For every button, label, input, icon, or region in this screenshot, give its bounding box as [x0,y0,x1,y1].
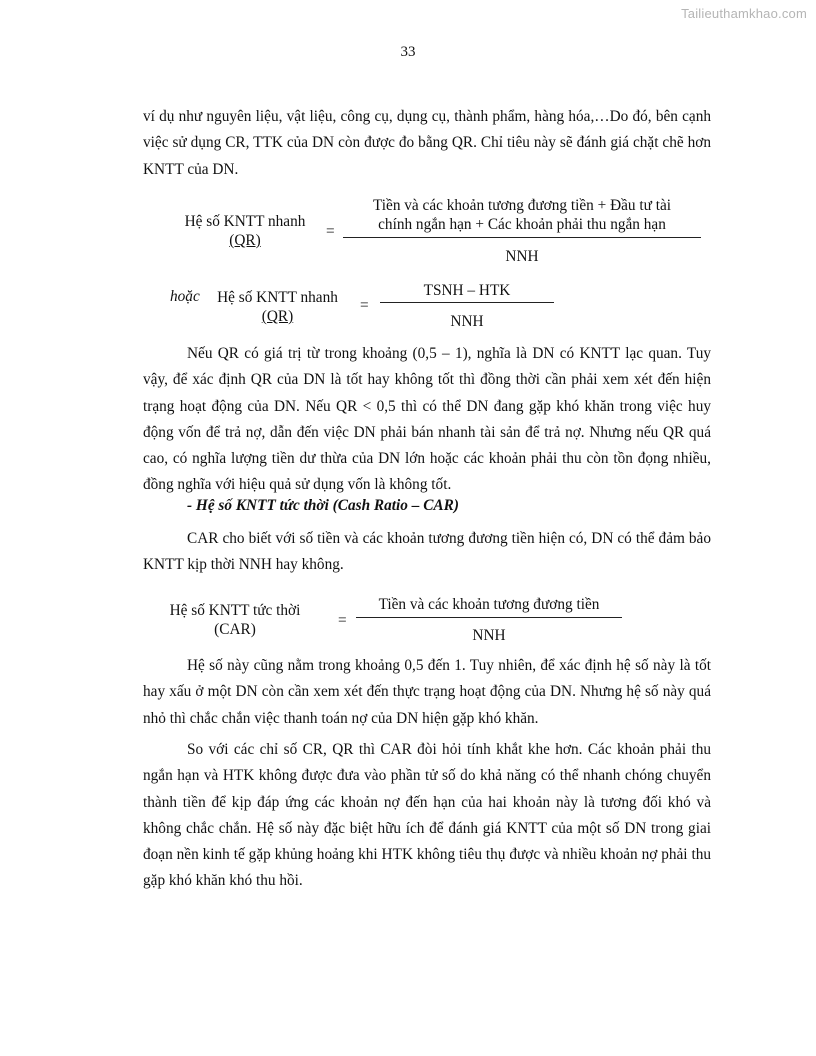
formula-qr-numerator [343,196,701,234]
formula-car-label-name: Hệ số KNTT tức thời [169,602,301,619]
formula-qr-alt-equals: = [360,297,369,314]
formula-qr-alt-numerator: TSNH – HTK [423,282,511,299]
formula-qr-label [160,212,330,250]
formula-car-numerator: Tiền và các khoản tương đương tiền [378,596,600,613]
formula-car-denominator: NNH [472,627,506,644]
formula-qr-alt-fraction-bar [380,302,554,303]
formula-qr-alt-denominator: NNH [450,313,484,330]
paragraph-car-definition: CAR cho biết với số tiền và các khoản tương đương tiền hiện có, DN có thể đảm bảo KNTT kịp thời NNH hay không. [143,530,711,574]
formula-qr-fraction-bar [343,237,701,238]
watermark: Tailieuthamkhao.com [681,6,807,21]
paragraph-intro: ví dụ như nguyên liệu, vật liệu, công cụ, dụng cụ, thành phẩm, hàng hóa,…Do đó, bên cạnh việc sử dụng CR, TTK của DN còn được đo bằng QR. Chỉ tiêu này sẽ đánh giá chặt chẽ hơn KNTT của DN. [143,108,711,178]
paragraph-car-comparison: So với các chỉ số CR, QR thì CAR đòi hỏi tính khắt khe hơn. Các khoản phải thu ngắn hạn và HTK không được đưa vào phần tử số do khả năng có thể nhanh chóng chuyển thành tiền để kịp đáp ứng các khoản nợ đến hạn của hai khoản này là tương đối khó và không chắc chắn. Hệ số này đặc biệt hữu ích để đánh giá KNTT của một số DN trong giai đoạn nền kinh tế gặp khủng hoảng khi HTK không tiêu thụ được và nhiều khoản nợ phải thu gặp khó khăn khó thu hồi. [143,741,711,890]
section-heading-car: - Hệ số KNTT tức thời (Cash Ratio – CAR) [187,497,459,514]
formula-qr-label-name: Hệ số KNTT nhanh [184,213,306,230]
formula-car-label-abbr: (CAR) [214,621,256,638]
paragraph-car-range: Hệ số này cũng nằm trong khoảng 0,5 đến 1. Tuy nhiên, để xác định hệ số này là tốt hay xấu ở một DN còn cần xem xét đến thực trạng hoạt động của DN. Nhưng hệ số này quá nhỏ thì chắc chắn việc thanh toán nợ của DN hiện gặp khó khăn. [143,657,711,727]
formula-qr-label-abbr: (QR) [229,232,261,249]
formula-qr-numerator-line2: chính ngắn hạn + Các khoản phải thu ngắn hạn [378,216,666,233]
formula-qr-equals: = [326,223,335,240]
formula-qr-alt-label-name: Hệ số KNTT nhanh [217,289,338,306]
paragraph-qr-interpretation: Nếu QR có giá trị từ trong khoảng (0,5 – 1), nghĩa là DN có KNTT lạc quan. Tuy vậy, để xác định QR của DN là tốt hay không tốt thì đồng thời cần phải xem xét đến hiện trạng hoạt động của DN. Nếu QR < 0,5 thì có thể DN đang gặp khó khăn trong việc huy động vốn để trả nợ, dẫn đến việc DN phải bán nhanh tài sản để trả nợ. Nhưng nếu QR quá cao, có nghĩa lượng tiền dư thừa của DN lớn hoặc các khoản phải thu còn tồn đọng nhiều, đồng nghĩa với hiệu quả sử dụng vốn là không tốt. [143,345,711,494]
formula-qr-alt-prefix: hoặc [170,288,200,305]
formula-car-fraction-bar [356,617,622,618]
formula-car-label [155,601,315,639]
formula-qr-alt-label-abbr: (QR) [261,308,294,325]
formula-qr-numerator-line1: Tiền và các khoản tương đương tiền + Đầu tư tài [372,197,672,214]
page-number: 33 [400,44,416,60]
formula-qr-alt-label [205,288,350,326]
formula-car-equals: = [338,612,347,629]
formula-qr-denominator: NNH [505,248,539,265]
